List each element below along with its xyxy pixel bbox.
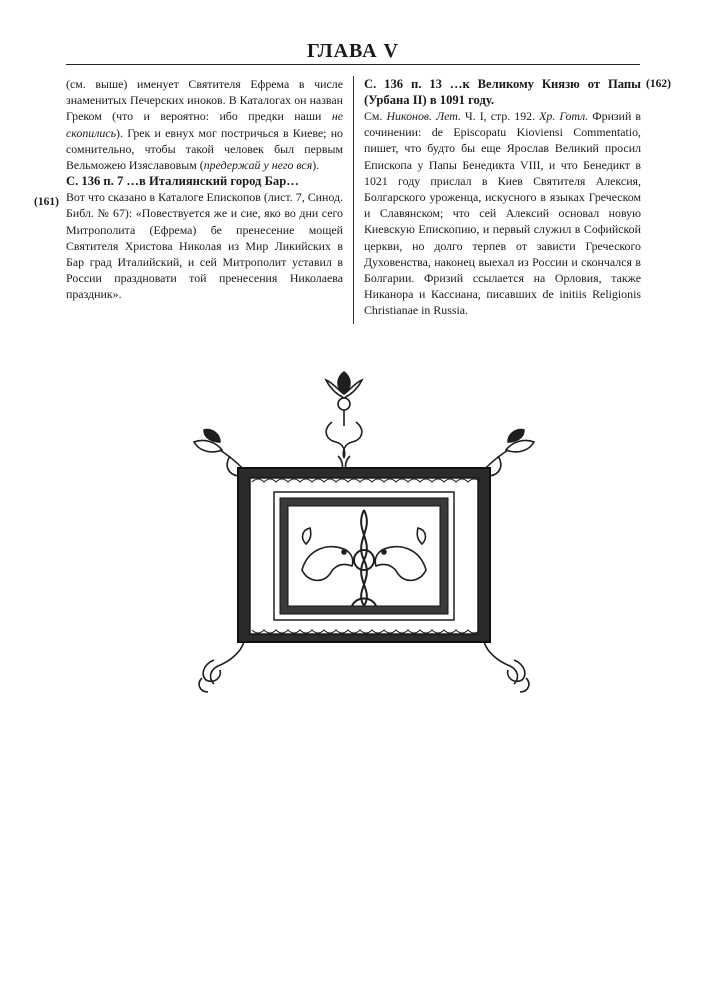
intro-text-1: (см. выше) именует Святителя Ефрема в числе знаменитых Печерских иноков. В Каталогах он назван Греком (что и вероятно: ибо предки наши	[66, 77, 343, 124]
note-162-body	[364, 108, 641, 319]
ornamental-frame-with-birds-icon	[184, 360, 544, 705]
right-column	[364, 76, 641, 319]
note-162-heading: С. 136 п. 13 …к Великому Князю от Папы (Урбана II) в 1091 году.	[364, 77, 641, 107]
chapter-title: ГЛАВА V	[306, 40, 400, 62]
intro-italic-2: предержай у него вся	[203, 158, 313, 173]
note-162-text-2: Ч. I, стр. 192.	[460, 109, 540, 123]
note-161-body: Вот что сказано в Каталоге Епископов (лист. 7, Синод. Библ. № 67): «Повествуется же и сие, яко во дни сего Митрополита (Ефрема) бе пренесение мощей Святителя Христова Николая из Мир Ликийских в Бар град Италийский, и сей Митрополит уставил в России праздновати той пренесения Николаева праздник».	[66, 190, 343, 302]
header-rule	[66, 64, 640, 65]
intro-italic-1: не скопились	[66, 109, 343, 140]
note-162-text-3: Фризий в сочинении: de Episcopatu Kioviensi Commentatio, пишет, что будто бы еще Ярослав Великий просил Епископа у Папы Бенедикта VIII, и что Бенедикт в 1021 году прислал в Киев Святителя Алексия, Болгарского уроженца, искусного в языках Греческом и Славянском; что сей Алексий основал новую Киевскую Епископию, и первый служил в Софийской церкви, но долго терпев от зависти Греческого Духовенства, наконец выехал из России и скончался в Болгарии. Фризий ссылается на Орловия, также Никанора и Кассиана, писавших de initiis Religionis Christianae in Russia.	[364, 109, 642, 318]
note-number-162: (162)	[646, 78, 671, 90]
intro-text-3: ).	[312, 158, 320, 173]
left-column	[66, 76, 343, 303]
note-161-heading: С. 136 п. 7 …в Италиянский город Бар…	[66, 174, 299, 189]
note-number-161: (161)	[34, 196, 59, 208]
note-162-text-1: См.	[364, 109, 387, 123]
column-divider	[353, 76, 354, 324]
intro-text-2: ). Грек и евнух мог постричься в Киеве; но сомнительно, чтобы такой человек был первым Вельможею Изяславовым (	[66, 125, 343, 173]
note-162-italic-1: Никонов. Лет.	[386, 109, 461, 123]
note-162-italic-2: Хр. Готл.	[539, 109, 589, 123]
intro-paragraph	[66, 76, 343, 173]
